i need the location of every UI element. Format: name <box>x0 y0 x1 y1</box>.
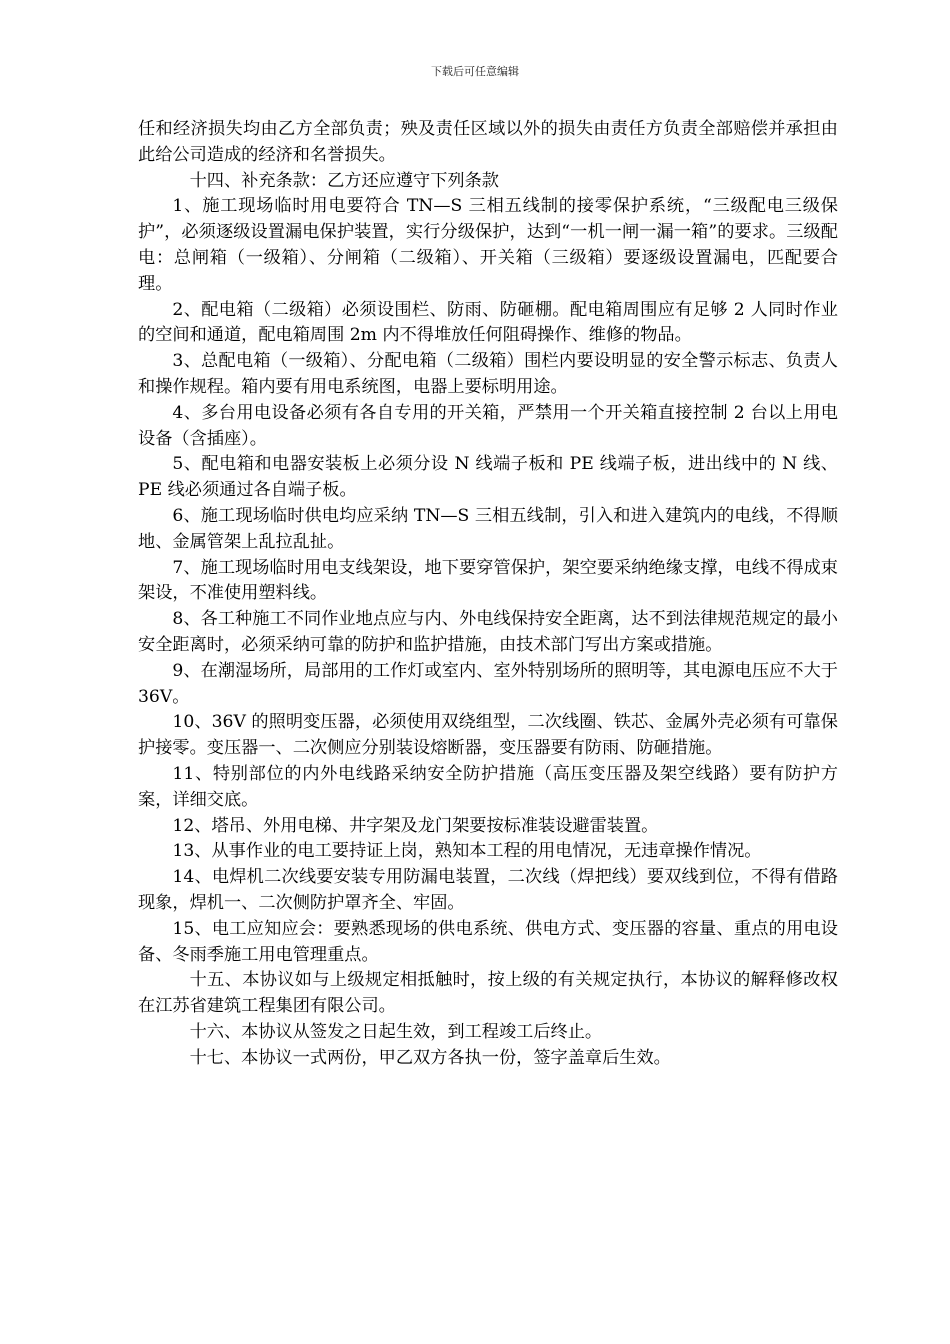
paragraph-continuation: 任和经济损失均由乙方全部负责；殃及责任区域以外的损失由责任方负责全部赔偿并承担由此给公司造成的经济和名誉损失。 <box>138 119 838 165</box>
clause-14-item-12: 12、塔吊、外用电梯、井字架及龙门架要按标准装设避雷装置。 <box>172 815 659 836</box>
clause-14-item-6: 6、施工现场临时供电均应采纳 TN—S 三相五线制，引入和进入建筑内的电线，不得顺地、金属管架上乱拉乱扯。 <box>138 505 838 552</box>
clause-14-item-3: 3、总配电箱（一级箱）、分配电箱（二级箱）围栏内要设明显的安全警示标志、负责人和操作规程。箱内要有用电系统图，电器上要标明用途。 <box>138 351 838 397</box>
clause-14-item-5: 5、配电箱和电器安装板上必须分设 N 线端子板和 PE 线端子板，进出线中的 N 线、PE 线必须通过各自端子板。 <box>138 454 838 501</box>
clause-14-item-1: 1、施工现场临时用电要符合 TN—S 三相五线制的接零保护系统，“三级配电三级保护”，必须逐级设置漏电保护装置，实行分级保护，达到“一机一闸一漏一箱”的要求。三级配电：总闸箱（一级箱）、分闸箱（二级箱）、开关箱（三级箱）要逐级设置漏电，匹配要合理。 <box>138 196 838 294</box>
clause-14-item-11: 11、特别部位的内外电线路采纳安全防护措施（高压变压器及架空线路）要有防护方案，详细交底。 <box>138 763 838 810</box>
clause-14-item-7: 7、施工现场临时用电支线架设，地下要穿管保护，架空要采纳绝缘支撑，电线不得成束架设，不准使用塑料线。 <box>138 557 838 604</box>
clause-14-heading: 十四、补充条款：乙方还应遵守下列条款 <box>189 170 499 191</box>
clause-14-item-10: 10、36V 的照明变压器，必须使用双绕组型，二次线圈、铁芯、金属外壳必须有可靠保护接零。变压器一、二次侧应分别装设熔断器，变压器要有防雨、防砸措施。 <box>138 712 838 759</box>
clause-17: 十七、本协议一式两份，甲乙双方各执一份，签字盖章后生效。 <box>189 1047 671 1068</box>
clause-16: 十六、本协议从签发之日起生效，到工程竣工后终止。 <box>189 1021 603 1042</box>
clause-14-item-14: 14、电焊机二次线要安装专用防漏电装置，二次线（焊把线）要双线到位，不得有借路现象，焊机一、二次侧防护罩齐全、牢固。 <box>138 867 838 913</box>
clause-14-item-2: 2、配电箱（二级箱）必须设围栏、防雨、防砸棚。配电箱周围应有足够 2 人同时作业的空间和通道，配电箱周围 2m 内不得堆放任何阻碍操作、维修的物品。 <box>138 299 838 346</box>
clause-14-item-8: 8、各工种施工不同作业地点应与内、外电线保持安全距离，达不到法律规范规定的最小安全距离时，必须采纳可靠的防护和监护措施，由技术部门写出方案或措施。 <box>138 609 838 655</box>
document-body <box>138 117 838 1071</box>
clause-15: 十五、本协议如与上级规定相抵触时，按上级的有关规定执行，本协议的解释修改权在江苏省建筑工程集团有限公司。 <box>138 970 838 1017</box>
clause-14-item-9: 9、在潮湿场所，局部用的工作灯或室内、室外特别场所的照明等，其电源电压应不大于 36V。 <box>138 660 838 707</box>
clause-14-item-15: 15、电工应知应会：要熟悉现场的供电系统、供电方式、变压器的容量、重点的用电设备、冬雨季施工用电管理重点。 <box>138 918 838 965</box>
clause-14-item-4: 4、多台用电设备必须有各自专用的开关箱，严禁用一个开关箱直接控制 2 台以上用电设备（含插座）。 <box>138 402 838 449</box>
clause-14-item-13: 13、从事作业的电工要持证上岗，熟知本工程的用电情况，无违章操作情况。 <box>172 841 762 862</box>
page-header-note: 下载后可任意编辑 <box>431 65 519 78</box>
